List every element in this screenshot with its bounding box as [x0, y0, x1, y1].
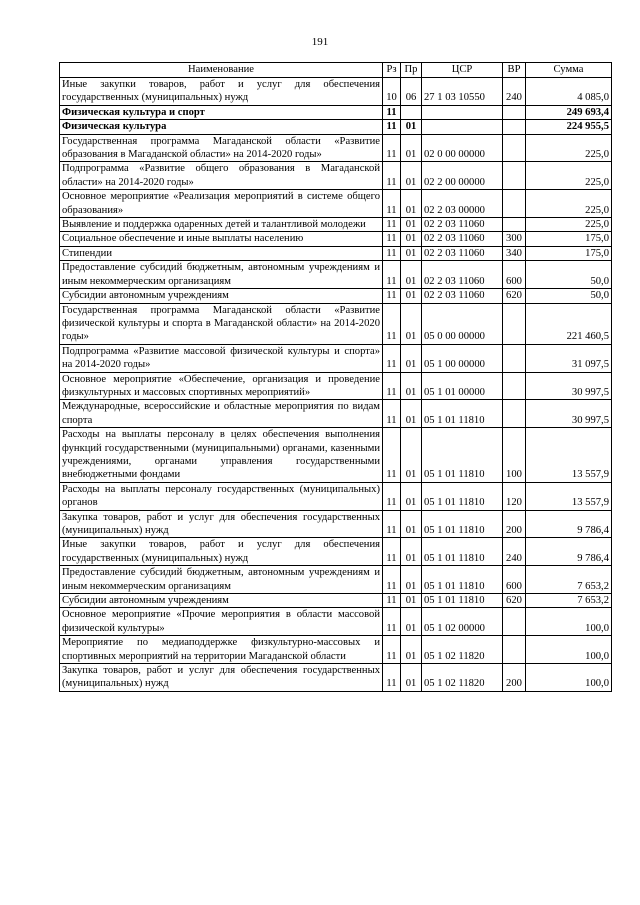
cell-pr: 01: [401, 120, 422, 134]
cell-pr: 01: [401, 636, 422, 664]
cell-vr: [503, 636, 526, 664]
table-row: [60, 232, 612, 246]
page-number: 191: [311, 36, 329, 48]
table-row: [60, 190, 612, 218]
cell-sum: 225,0: [526, 134, 612, 162]
cell-sum: 225,0: [526, 162, 612, 190]
cell-vr: [503, 105, 526, 119]
cell-rz: 11: [383, 594, 401, 608]
cell-vr: 620: [503, 289, 526, 303]
cell-name: Подпрограмма «Развитие общего образования в Магаданской области» на 2014-2020 годы»: [60, 162, 383, 190]
cell-csr: 02 2 03 11060: [422, 232, 503, 246]
header-pr: Пр: [401, 63, 422, 78]
cell-pr: 01: [401, 664, 422, 692]
cell-sum: 50,0: [526, 289, 612, 303]
cell-name: Государственная программа Магаданской области «Развитие физической культуры и спорта в Магаданской области» на 2014-2020 годы»: [60, 303, 383, 344]
cell-name: Физическая культура: [60, 120, 383, 134]
cell-rz: 11: [383, 664, 401, 692]
table-row: [60, 510, 612, 538]
table-body: [60, 78, 612, 692]
cell-csr: 05 1 01 11810: [422, 400, 503, 428]
cell-pr: 01: [401, 162, 422, 190]
cell-name: Основное мероприятие «Прочие мероприятия в области массовой физической культуры»: [60, 608, 383, 636]
cell-rz: 11: [383, 636, 401, 664]
cell-rz: 11: [383, 303, 401, 344]
cell-name: Социальное обеспечение и иные выплаты населению: [60, 232, 383, 246]
cell-rz: 11: [383, 105, 401, 119]
cell-vr: 600: [503, 261, 526, 289]
cell-sum: 13 557,9: [526, 482, 612, 510]
cell-sum: 225,0: [526, 190, 612, 218]
cell-sum: 175,0: [526, 246, 612, 260]
header-name: Наименование: [60, 63, 383, 78]
cell-pr: 01: [401, 344, 422, 372]
cell-rz: 11: [383, 218, 401, 232]
header-csr: ЦСР: [422, 63, 503, 78]
cell-name: Субсидии автономным учреждениям: [60, 289, 383, 303]
cell-vr: 120: [503, 482, 526, 510]
cell-name: Выявление и поддержка одаренных детей и талантливой молодежи: [60, 218, 383, 232]
cell-sum: 30 997,5: [526, 400, 612, 428]
cell-vr: 340: [503, 246, 526, 260]
cell-pr: 01: [401, 566, 422, 594]
cell-csr: 05 1 02 11820: [422, 664, 503, 692]
cell-pr: 01: [401, 190, 422, 218]
cell-csr: 05 1 01 11810: [422, 482, 503, 510]
cell-csr: 05 1 01 11810: [422, 428, 503, 483]
table-row: [60, 303, 612, 344]
cell-sum: 9 786,4: [526, 510, 612, 538]
cell-name: Расходы на выплаты персоналу в целях обеспечения выполнения функций государственными (муниципальными) органами, казенными учреждениями, органами управления государственными внебюджетными фондами: [60, 428, 383, 483]
table-row: [60, 246, 612, 260]
table-row: [60, 538, 612, 566]
cell-rz: 11: [383, 162, 401, 190]
cell-pr: 01: [401, 510, 422, 538]
table-row: [60, 162, 612, 190]
cell-sum: 221 460,5: [526, 303, 612, 344]
cell-pr: 01: [401, 594, 422, 608]
cell-vr: [503, 218, 526, 232]
cell-pr: 01: [401, 482, 422, 510]
cell-csr: 27 1 03 10550: [422, 78, 503, 106]
cell-vr: 240: [503, 538, 526, 566]
cell-sum: 224 955,5: [526, 120, 612, 134]
cell-sum: 7 653,2: [526, 594, 612, 608]
cell-sum: 7 653,2: [526, 566, 612, 594]
table-row: [60, 428, 612, 483]
cell-name: Иные закупки товаров, работ и услуг для обеспечения государственных (муниципальных) нужд: [60, 78, 383, 106]
table-row: [60, 400, 612, 428]
cell-pr: 01: [401, 261, 422, 289]
table-row: [60, 636, 612, 664]
cell-pr: 01: [401, 232, 422, 246]
cell-name: Основное мероприятие «Обеспечение, организация и проведение физкультурных и массовых спортивных мероприятий»: [60, 372, 383, 400]
table-row: [60, 664, 612, 692]
table-header-row: [60, 63, 612, 78]
cell-pr: 01: [401, 218, 422, 232]
header-sum: Сумма: [526, 63, 612, 78]
table-row: [60, 594, 612, 608]
cell-name: Иные закупки товаров, работ и услуг для обеспечения государственных (муниципальных) нужд: [60, 538, 383, 566]
cell-name: Государственная программа Магаданской области «Развитие образования в Магаданской области» на 2014-2020 годы»: [60, 134, 383, 162]
cell-rz: 11: [383, 190, 401, 218]
cell-pr: 01: [401, 246, 422, 260]
cell-csr: 02 0 00 00000: [422, 134, 503, 162]
cell-pr: 01: [401, 538, 422, 566]
cell-pr: 01: [401, 134, 422, 162]
cell-name: Субсидии автономным учреждениям: [60, 594, 383, 608]
cell-rz: 11: [383, 482, 401, 510]
cell-name: Предоставление субсидий бюджетным, автономным учреждениям и иным некоммерческим организациям: [60, 566, 383, 594]
table-row: [60, 566, 612, 594]
cell-rz: 11: [383, 134, 401, 162]
cell-csr: 02 2 03 11060: [422, 218, 503, 232]
cell-csr: 05 1 01 11810: [422, 566, 503, 594]
cell-pr: [401, 105, 422, 119]
cell-name: Расходы на выплаты персоналу государственных (муниципальных) органов: [60, 482, 383, 510]
cell-name: Подпрограмма «Развитие массовой физической культуры и спорта» на 2014-2020 годы»: [60, 344, 383, 372]
cell-sum: 31 097,5: [526, 344, 612, 372]
cell-vr: [503, 608, 526, 636]
cell-pr: 01: [401, 372, 422, 400]
cell-name: Мероприятие по медиаподдержке физкультурно-массовых и спортивных мероприятий на территории Магаданской области: [60, 636, 383, 664]
cell-csr: 05 1 01 11810: [422, 538, 503, 566]
cell-rz: 11: [383, 289, 401, 303]
cell-pr: 01: [401, 400, 422, 428]
cell-rz: 10: [383, 78, 401, 106]
cell-vr: [503, 190, 526, 218]
table-row: [60, 608, 612, 636]
cell-vr: [503, 372, 526, 400]
cell-rz: 11: [383, 232, 401, 246]
cell-vr: [503, 303, 526, 344]
header-vr: ВР: [503, 63, 526, 78]
cell-name: Закупка товаров, работ и услуг для обеспечения государственных (муниципальных) нужд: [60, 664, 383, 692]
cell-sum: 50,0: [526, 261, 612, 289]
cell-csr: 02 2 03 11060: [422, 246, 503, 260]
cell-rz: 11: [383, 120, 401, 134]
cell-pr: 06: [401, 78, 422, 106]
table-row: [60, 105, 612, 119]
cell-csr: [422, 105, 503, 119]
cell-rz: 11: [383, 538, 401, 566]
table-row: [60, 289, 612, 303]
cell-vr: 620: [503, 594, 526, 608]
cell-sum: 100,0: [526, 636, 612, 664]
table-row: [60, 372, 612, 400]
table-row: [60, 134, 612, 162]
cell-pr: 01: [401, 608, 422, 636]
table-row: [60, 78, 612, 106]
cell-pr: 01: [401, 289, 422, 303]
cell-sum: 100,0: [526, 664, 612, 692]
cell-rz: 11: [383, 344, 401, 372]
cell-rz: 11: [383, 510, 401, 538]
cell-csr: 02 2 03 00000: [422, 190, 503, 218]
cell-sum: 13 557,9: [526, 428, 612, 483]
header-rz: Рз: [383, 63, 401, 78]
cell-csr: 05 1 02 00000: [422, 608, 503, 636]
cell-rz: 11: [383, 261, 401, 289]
table-row: [60, 482, 612, 510]
cell-name: Стипендии: [60, 246, 383, 260]
cell-csr: 05 1 01 11810: [422, 594, 503, 608]
cell-csr: [422, 120, 503, 134]
cell-vr: [503, 400, 526, 428]
cell-vr: 240: [503, 78, 526, 106]
cell-sum: 249 693,4: [526, 105, 612, 119]
cell-name: Международные, всероссийские и областные мероприятия по видам спорта: [60, 400, 383, 428]
cell-sum: 30 997,5: [526, 372, 612, 400]
table-row: [60, 344, 612, 372]
cell-csr: 05 0 00 00000: [422, 303, 503, 344]
cell-vr: 200: [503, 510, 526, 538]
cell-name: Основное мероприятие «Реализация мероприятий в системе общего образования»: [60, 190, 383, 218]
cell-vr: 100: [503, 428, 526, 483]
cell-vr: 200: [503, 664, 526, 692]
cell-vr: [503, 134, 526, 162]
cell-pr: 01: [401, 303, 422, 344]
cell-rz: 11: [383, 428, 401, 483]
cell-csr: 02 2 00 00000: [422, 162, 503, 190]
cell-csr: 05 1 01 11810: [422, 510, 503, 538]
cell-vr: 600: [503, 566, 526, 594]
cell-sum: 9 786,4: [526, 538, 612, 566]
cell-csr: 05 1 02 11820: [422, 636, 503, 664]
cell-csr: 02 2 03 11060: [422, 261, 503, 289]
cell-sum: 4 085,0: [526, 78, 612, 106]
table-row: [60, 261, 612, 289]
cell-vr: [503, 344, 526, 372]
cell-rz: 11: [383, 566, 401, 594]
cell-name: Физическая культура и спорт: [60, 105, 383, 119]
cell-rz: 11: [383, 246, 401, 260]
cell-sum: 175,0: [526, 232, 612, 246]
table-row: [60, 120, 612, 134]
cell-name: Закупка товаров, работ и услуг для обеспечения государственных (муниципальных) нужд: [60, 510, 383, 538]
cell-vr: [503, 162, 526, 190]
cell-name: Предоставление субсидий бюджетным, автономным учреждениям и иным некоммерческим организациям: [60, 261, 383, 289]
table-row: [60, 218, 612, 232]
cell-pr: 01: [401, 428, 422, 483]
cell-sum: 225,0: [526, 218, 612, 232]
cell-csr: 02 2 03 11060: [422, 289, 503, 303]
cell-sum: 100,0: [526, 608, 612, 636]
cell-rz: 11: [383, 372, 401, 400]
cell-csr: 05 1 01 00000: [422, 372, 503, 400]
cell-rz: 11: [383, 608, 401, 636]
cell-vr: [503, 120, 526, 134]
cell-rz: 11: [383, 400, 401, 428]
cell-vr: 300: [503, 232, 526, 246]
budget-table: [59, 62, 612, 692]
cell-csr: 05 1 00 00000: [422, 344, 503, 372]
